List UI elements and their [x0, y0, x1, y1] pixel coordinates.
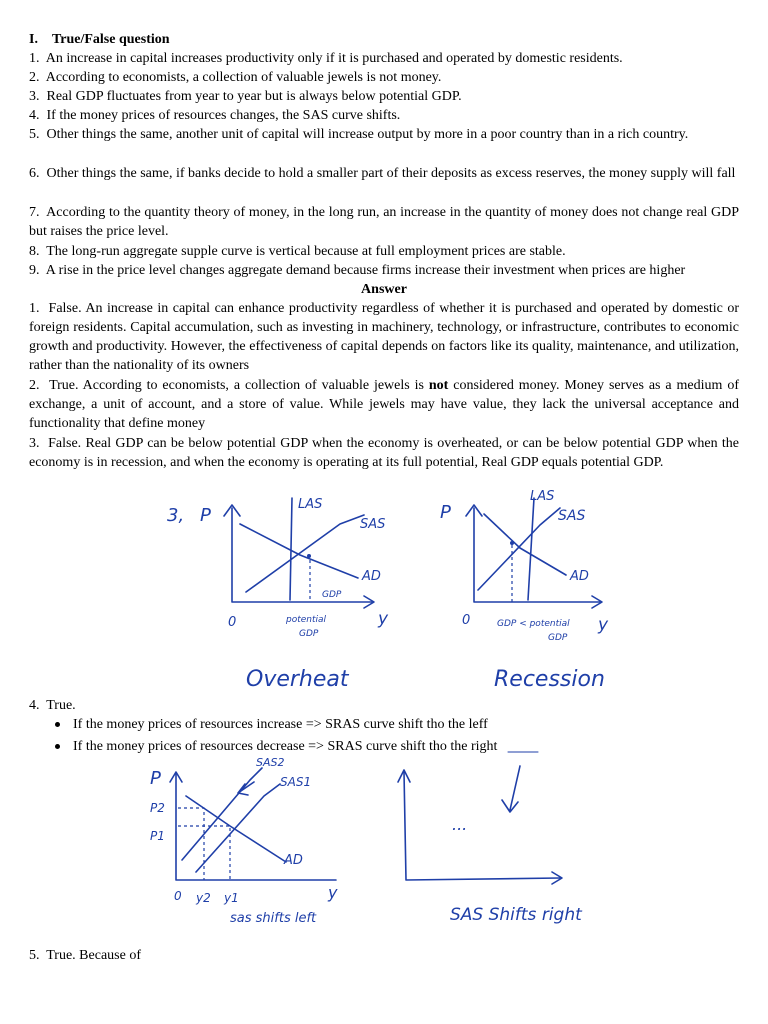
- sas-label: SAS: [360, 517, 386, 532]
- answer-text: considered money. Money serves as a medium of exchange, a unit of account, and a store of value. While jewels may have value, they lack the universal acceptance and functionality that define money: [29, 378, 739, 431]
- question-number: 2.: [29, 70, 40, 85]
- question-number: 6.: [29, 166, 40, 181]
- y-axis-line: [404, 772, 560, 880]
- answer-text: False. An increase in capital can enhance productivity regardless of whether it is purchased and operated by domestic or foreign residents. Capital accumulation, such as investing in machinery, technology, or infrastructure, contributes to economic growth and productivity. However, the effectiveness of capital depends on factors like its quality, maintenance, and utilization, rather than the nationality of its owners: [29, 301, 740, 373]
- caption-overheat: Overheat: [246, 667, 349, 692]
- answer-number: 3.: [29, 436, 40, 451]
- question-number: 4.: [29, 108, 40, 123]
- question-number: 1.: [29, 51, 40, 66]
- question-text: The long-run aggregate supple curve is vertical because at full employment prices are stable.: [46, 244, 566, 259]
- question-number: 8.: [29, 244, 40, 259]
- answer-4-bullet-2: If the money prices of resources decrease => SRAS curve shift tho the right: [73, 739, 498, 754]
- sas2-label: SAS2: [256, 756, 285, 769]
- caption-shift-right: SAS Shifts right: [450, 905, 582, 925]
- answer-number: 1.: [29, 301, 40, 316]
- y1-label: y1: [224, 891, 239, 905]
- potential-label: potential: [286, 615, 327, 625]
- caption-recession: Recession: [494, 667, 605, 692]
- las-label: LAS: [298, 497, 323, 512]
- p1-label: P1: [150, 829, 165, 843]
- caption-shift-left: sas shifts left: [230, 911, 317, 926]
- gdp-label: GDP: [322, 590, 342, 600]
- answer-text: True. Because of: [46, 948, 141, 963]
- ad-label: AD: [362, 569, 381, 584]
- sas1-label: SAS1: [280, 775, 312, 789]
- answer-text: True.: [46, 698, 76, 713]
- ad-label: AD: [284, 853, 303, 868]
- ad-label: AD: [570, 569, 589, 584]
- question-number: 3.: [29, 89, 40, 104]
- question-text: A rise in the price level changes aggregate demand because firms increase their investment when prices are higher: [45, 263, 686, 278]
- origin-label: 0: [174, 889, 182, 903]
- question-number: 5.: [29, 127, 40, 142]
- origin-label: 0: [228, 615, 237, 630]
- answer-text: True. According to economists, a collection of valuable jewels is: [49, 378, 429, 393]
- p2-label: P2: [150, 801, 165, 815]
- question-text: According to economists, a collection of valuable jewels is not money.: [45, 70, 442, 85]
- section-numeral: I.: [29, 32, 38, 47]
- question-text: Other things the same, if banks decide to hold a smaller part of their deposits as excess reserves, the money supply will fall: [46, 166, 736, 181]
- answer-number: 2.: [29, 378, 40, 393]
- gdp-note-sub: GDP: [548, 633, 568, 643]
- section-title: True/False question: [51, 32, 170, 47]
- las-label: LAS: [530, 489, 555, 504]
- question-text: Other things the same, another unit of capital will increase output by more in a poor country than in a rich country.: [46, 127, 689, 142]
- price-label: P: [150, 768, 161, 789]
- y2-label: y2: [196, 891, 211, 905]
- price-label: P: [440, 502, 451, 523]
- question-number: 9.: [29, 263, 40, 278]
- y-label: y: [328, 883, 338, 902]
- answer-emphasis: not: [428, 378, 449, 393]
- origin-label: 0: [462, 613, 471, 628]
- sas-label: SAS: [558, 508, 586, 524]
- ellipsis-label: ...: [452, 815, 468, 834]
- prefix-label: 3,: [167, 505, 185, 526]
- answer-number: 4.: [29, 698, 40, 713]
- y-label: y: [598, 615, 609, 635]
- question-text: According to the quantity theory of money, in the long run, an increase in the quantity of money does not change real GDP but raises the price level.: [29, 205, 739, 239]
- question-text: An increase in capital increases productivity only if it is purchased and operated by domestic residents.: [45, 51, 623, 66]
- answer-4-bullet-1: If the money prices of resources increase => SRAS curve shift tho the leff: [73, 717, 488, 732]
- answer-text: False. Real GDP can be below potential GDP when the economy is overheated, or can be below potential GDP when the economy is in recession, and when the economy is operating at its full potential, Real GDP equals potential GDP.: [29, 436, 740, 470]
- answer-heading: Answer: [361, 282, 407, 297]
- question-text: If the money prices of resources changes, the SAS curve shifts.: [46, 108, 401, 123]
- gdp-note: GDP < potential: [497, 619, 570, 629]
- y-label: y: [378, 609, 389, 629]
- answer-5: [29, 946, 141, 965]
- question-text: Real GDP fluctuates from year to year but is always below potential GDP.: [46, 89, 462, 104]
- question-number: 7.: [29, 205, 40, 220]
- potential-gdp-label: GDP: [299, 629, 319, 639]
- pointer-arrow-icon: [502, 766, 520, 812]
- answer-number: 5.: [29, 948, 40, 963]
- price-label: P: [200, 505, 211, 526]
